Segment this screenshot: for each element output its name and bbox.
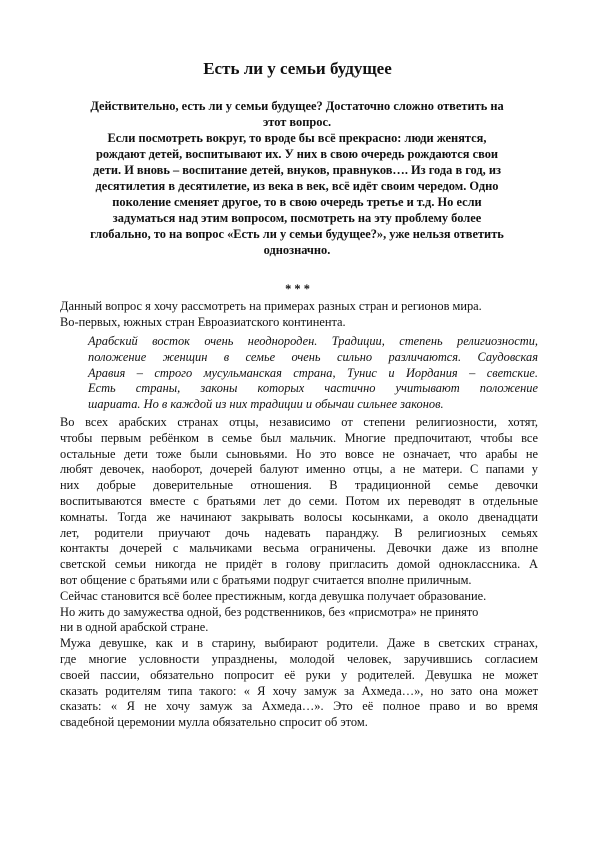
intro-line: однозначно. — [263, 243, 331, 257]
page-title: Есть ли у семьи будущее — [203, 59, 392, 78]
text-line: положение женщин в семье очень сильно различаются. Саудовская — [88, 349, 538, 364]
intro-line: десятилетия в десятилетие, из века в век, всё идёт своим чередом. Одно — [95, 179, 499, 193]
text-line: Есть страны, законы которых частично учитывают положение — [88, 381, 538, 396]
intro-paragraph — [58, 98, 536, 258]
text-line: свадебной церемонии мулла обязательно спросит об этом. — [60, 715, 368, 730]
text-line: Сейчас становится всё более престижным, когда девушка получает образование. — [60, 588, 487, 603]
intro-line: дети. И вновь – воспитание детей, внуков, правнуков…. Из года в год, из — [93, 163, 501, 177]
text-line: вот общение с братьями или с братьями подруг считается вполне приличным. — [60, 572, 472, 587]
italic-quote-block — [88, 334, 538, 413]
text-line: сказать: « Я не хочу замуж за Ахмеда…». Это её полное право и во время — [60, 699, 538, 714]
paragraph-arab-families — [60, 415, 538, 731]
text-line: воспитываются вместе с братьями лет до семи. Потом их переводят в отдельные — [60, 493, 538, 508]
section-separator: * * * — [285, 282, 310, 296]
text-line: сказать родителям типа такого: « Я хочу замуж за Ахмеда…», но зато она может — [60, 683, 538, 698]
text-line: любят девочек, наоборот, дочерей балуют именно отцы, а не матери. С папами у — [60, 462, 538, 477]
text-line: комнаты. Тогда же начинают закрывать волосы косынками, а около двенадцати — [60, 509, 538, 524]
text-line: Аравия – строго мусульманская страна, Тунис и Иордания – светские. — [88, 365, 538, 380]
paragraph-intro-regions — [60, 299, 538, 331]
text-line: ни в одной арабской стране. — [60, 620, 209, 635]
text-line: остальные дети тоже были сыновьями. Но это вовсе не означает, что арабы не — [60, 446, 538, 461]
text-line: Мужа девушке, как и в старину, выбирают родители. Даже в светских странах, — [60, 636, 538, 651]
text-line: Во-первых, южных стран Евроазиатского континента. — [60, 314, 346, 329]
text-line: своей пассии, обязательно попросит её руки у родителей. Девушка не может — [60, 667, 538, 682]
intro-line: поколение сменяет другое, то в свою очередь третье и т.д. Но если — [112, 195, 482, 209]
text-line: Арабский восток очень неоднороден. Традиции, степень религиозности, — [88, 334, 538, 348]
text-line: Данный вопрос я хочу рассмотреть на примерах разных стран и регионов мира. — [60, 299, 482, 313]
intro-line: глобально, то на вопрос «Есть ли у семьи будущее?», уже нельзя ответить — [90, 227, 504, 241]
text-line: где многие условности упразднены, молодой человек, заручившись согласием — [60, 651, 538, 666]
text-line: шариата. Но в каждой из них традиции и обычаи сильнее законов. — [88, 397, 444, 412]
intro-line: Если посмотреть вокруг, то вроде бы всё прекрасно: люди женятся, — [107, 131, 487, 145]
intro-line: Действительно, есть ли у семьи будущее? Достаточно сложно ответить на — [90, 99, 504, 113]
text-line: контакты дочерей с мальчиками весьма ограничены. Девочки даже из вполне — [60, 541, 538, 556]
text-line: лет, родители приучают дочь надевать паранджу. В религиозных семьях — [60, 525, 538, 540]
intro-line: задуматься над этим вопросом, посмотреть на эту проблему более — [112, 211, 482, 225]
text-line: светской семьи никогда не придёт в голову пригласить домой одноклассника. А — [60, 557, 538, 572]
text-line: Но жить до замужества одной, без родственников, без «присмотра» не принято — [60, 604, 479, 619]
text-line: Во всех арабских странах отцы, независимо от степени религиозности, хотят, — [60, 415, 538, 429]
intro-line: этот вопрос. — [262, 115, 332, 129]
text-line: чтобы первым ребёнком в семье был мальчик. Многие предпочитают, чтобы все — [60, 430, 538, 445]
intro-line: рождают детей, воспитывают их. У них в свою очередь рождаются свои — [95, 147, 499, 161]
text-line: них добрые доверительные отношения. В традиционной семье девочки — [60, 478, 538, 493]
